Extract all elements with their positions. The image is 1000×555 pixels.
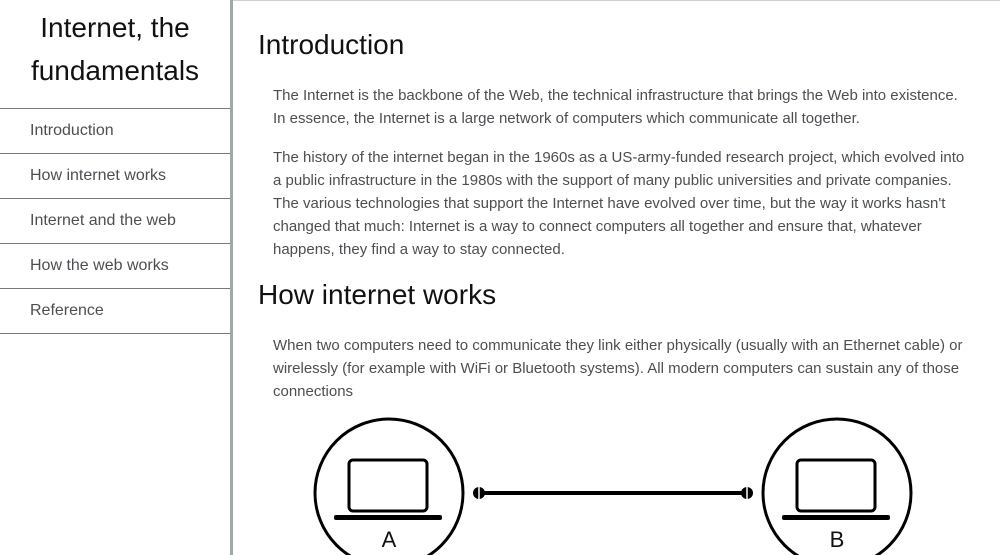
computer-b-node — [763, 419, 911, 555]
nav-link-internet-and-the-web[interactable]: Internet and the web — [30, 212, 176, 229]
paragraph: The history of the internet began in the 1960s as a US-army-funded research project, which evolved into a public infrastructure in the 1980s with the support of many public universities and private companies. The various technologies that support the Internet have evolved over time, but the way it works hasn't changed that much: Internet is a way to connect computers all together and ensure that, whatever happens, they find a way to stay connected. — [273, 149, 965, 258]
computer-a-node — [315, 419, 463, 555]
paragraph: The Internet is the backbone of the Web, the technical infrastructure that brings the Web into existence. In essence, the Internet is a large network of computers which communicate all together. — [273, 87, 958, 127]
section-title: Introduction — [258, 29, 405, 60]
network-diagram — [313, 415, 915, 555]
laptop-icon — [782, 460, 890, 520]
nav-link-introduction[interactable]: Introduction — [30, 122, 114, 139]
nav-item — [0, 109, 230, 154]
paragraph: When two computers need to communicate they link either physically (usually with an Ethernet cable) or wirelessly (for example with WiFi or Bluetooth systems). All modern computers can sustain any of those connections — [273, 337, 963, 400]
nav-item — [0, 289, 230, 334]
nav-header: Internet, the fundamentals — [0, 0, 230, 109]
computer-label: B — [829, 527, 845, 552]
ethernet-cable — [473, 487, 753, 499]
sidebar-nav — [0, 0, 233, 555]
nav-item — [0, 154, 230, 199]
main-document — [233, 0, 1000, 555]
nav-link-how-internet-works[interactable]: How internet works — [30, 167, 167, 184]
nav-link-how-the-web-works[interactable]: How the web works — [30, 257, 169, 274]
nav-item — [0, 199, 230, 244]
laptop-icon — [334, 460, 442, 520]
nav-item — [0, 244, 230, 289]
computer-label: A — [381, 527, 397, 552]
nav-link-reference[interactable]: Reference — [30, 302, 104, 319]
nav-list — [0, 109, 230, 334]
section-title: How internet works — [258, 279, 497, 310]
